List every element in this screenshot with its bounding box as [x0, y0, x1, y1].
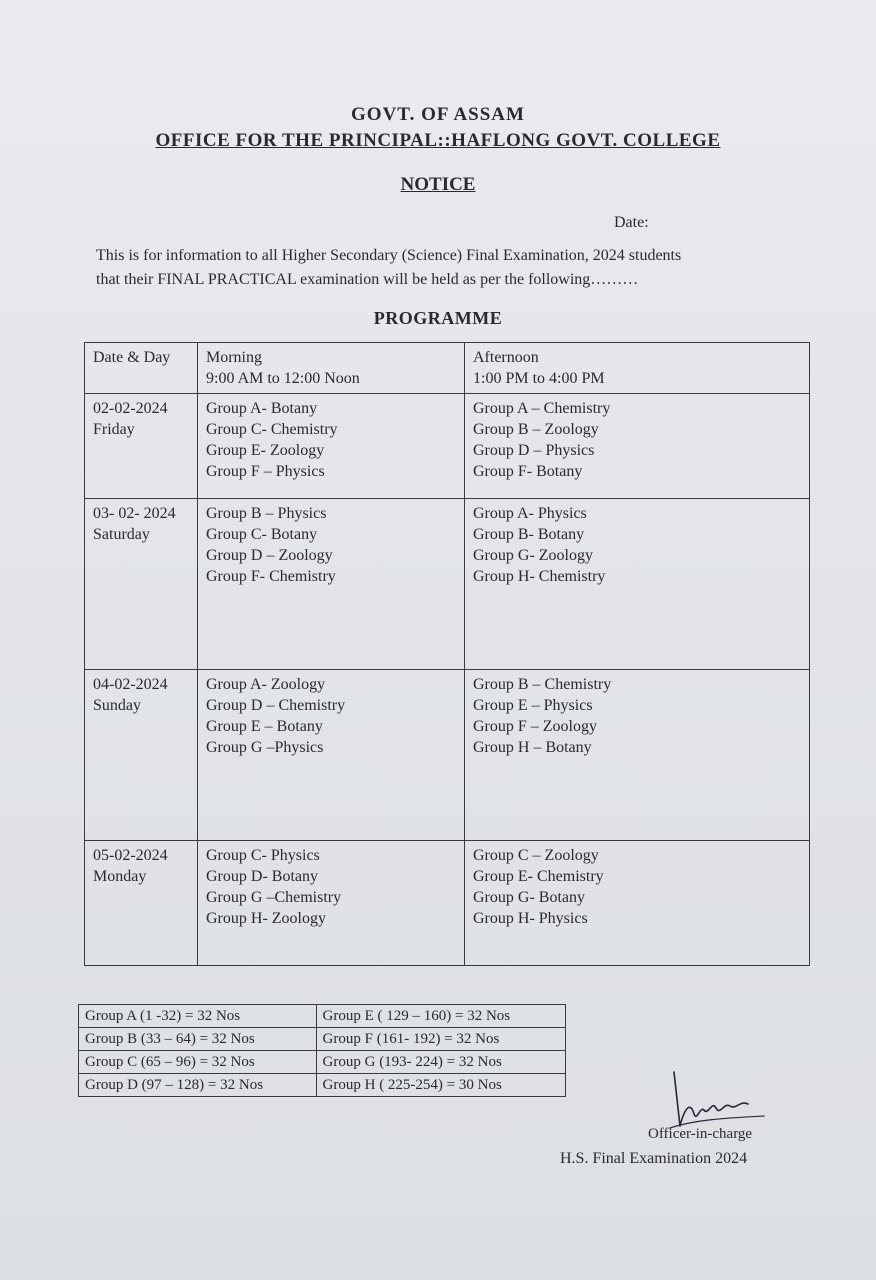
row-date: 04-02-2024 [93, 676, 168, 693]
morning-entry: Group G –Chemistry [206, 889, 342, 906]
morning-entry: Group F- Chemistry [206, 568, 336, 585]
intro-line-2: that their FINAL PRACTICAL examination will be held as per the following……… [96, 271, 639, 288]
government-heading: GOVT. OF ASSAM [351, 104, 525, 125]
row-date-day [85, 394, 198, 499]
table-row [79, 1074, 566, 1097]
afternoon-entry: Group F – Zoology [473, 718, 597, 735]
row-date: 05-02-2024 [93, 847, 168, 864]
group-cell: Group G (193- 224) = 32 Nos [316, 1051, 565, 1074]
group-cell: Group H ( 225-254) = 30 Nos [316, 1074, 565, 1097]
morning-entry: Group D- Botany [206, 868, 318, 885]
afternoon-entry: Group A- Physics [473, 505, 587, 522]
notice-title: NOTICE [400, 174, 476, 195]
row-morning [198, 670, 465, 841]
afternoon-entry: Group B- Botany [473, 526, 585, 543]
row-afternoon [465, 841, 810, 966]
row-date: 02-02-2024 [93, 400, 168, 417]
afternoon-time: 1:00 PM to 4:00 PM [473, 370, 605, 387]
afternoon-entry: Group F- Botany [473, 463, 583, 480]
group-cell: Group A (1 -32) = 32 Nos [79, 1005, 317, 1028]
afternoon-entry: Group G- Botany [473, 889, 585, 906]
morning-entry: Group A- Botany [206, 400, 318, 417]
row-morning [198, 499, 465, 670]
afternoon-entry: Group D – Physics [473, 442, 595, 459]
table-row [79, 1051, 566, 1074]
programme-title: PROGRAMME [373, 308, 503, 328]
row-afternoon [465, 394, 810, 499]
morning-entry: Group D – Chemistry [206, 697, 346, 714]
morning-entry: Group G –Physics [206, 739, 324, 756]
afternoon-entry: Group C – Zoology [473, 847, 599, 864]
schedule-header-row [85, 343, 810, 394]
table-row [79, 1028, 566, 1051]
morning-label: Morning [206, 349, 262, 366]
morning-entry: Group C- Physics [206, 847, 320, 864]
morning-entry: Group B – Physics [206, 505, 327, 522]
row-date-day [85, 841, 198, 966]
afternoon-entry: Group B – Zoology [473, 421, 599, 438]
row-day: Sunday [93, 697, 141, 714]
group-cell: Group B (33 – 64) = 32 Nos [79, 1028, 317, 1051]
morning-entry: Group C- Botany [206, 526, 318, 543]
row-day: Saturday [93, 526, 150, 543]
table-row [85, 394, 810, 499]
afternoon-entry: Group B – Chemistry [473, 676, 612, 693]
group-cell: Group F (161- 192) = 32 Nos [316, 1028, 565, 1051]
morning-entry: Group H- Zoology [206, 910, 326, 927]
table-row [85, 499, 810, 670]
header-afternoon [465, 343, 810, 394]
table-row [85, 841, 810, 966]
group-cell: Group D (97 – 128) = 32 Nos [79, 1074, 317, 1097]
morning-time: 9:00 AM to 12:00 Noon [206, 370, 360, 387]
table-row [79, 1005, 566, 1028]
afternoon-entry: Group H- Chemistry [473, 568, 606, 585]
morning-entry: Group F – Physics [206, 463, 325, 480]
row-morning [198, 841, 465, 966]
morning-entry: Group E- Zoology [206, 442, 325, 459]
row-morning [198, 394, 465, 499]
group-cell: Group E ( 129 – 160) = 32 Nos [316, 1005, 565, 1028]
afternoon-entry: Group E – Physics [473, 697, 593, 714]
row-date-day [85, 499, 198, 670]
handwritten-signature [664, 1070, 774, 1132]
row-date: 03- 02- 2024 [93, 505, 176, 522]
row-afternoon [465, 670, 810, 841]
intro-paragraph [96, 244, 776, 292]
group-cell: Group C (65 – 96) = 32 Nos [79, 1051, 317, 1074]
morning-entry: Group A- Zoology [206, 676, 326, 693]
morning-entry: Group D – Zoology [206, 547, 333, 564]
header-date-day: Date & Day [85, 343, 198, 394]
row-day: Friday [93, 421, 135, 438]
intro-line-1: This is for information to all Higher Secondary (Science) Final Examination, 2024 students [96, 247, 682, 264]
date-label: Date: [614, 214, 649, 231]
afternoon-entry: Group A – Chemistry [473, 400, 611, 417]
afternoon-entry: Group E- Chemistry [473, 868, 604, 885]
group-strength-table [78, 1004, 566, 1097]
office-heading: OFFICE FOR THE PRINCIPAL::HAFLONG GOVT. COLLEGE [155, 130, 721, 151]
signature-exam-name: H.S. Final Examination 2024 [560, 1150, 748, 1167]
signature-designation: Officer-in-charge [648, 1126, 753, 1142]
header-morning [198, 343, 465, 394]
row-afternoon [465, 499, 810, 670]
morning-entry: Group E – Botany [206, 718, 323, 735]
schedule-table [84, 342, 810, 966]
row-date-day [85, 670, 198, 841]
afternoon-entry: Group H- Physics [473, 910, 588, 927]
morning-entry: Group C- Chemistry [206, 421, 338, 438]
afternoon-label: Afternoon [473, 349, 539, 366]
row-day: Monday [93, 868, 147, 885]
table-row [85, 670, 810, 841]
afternoon-entry: Group G- Zoology [473, 547, 593, 564]
afternoon-entry: Group H – Botany [473, 739, 592, 756]
